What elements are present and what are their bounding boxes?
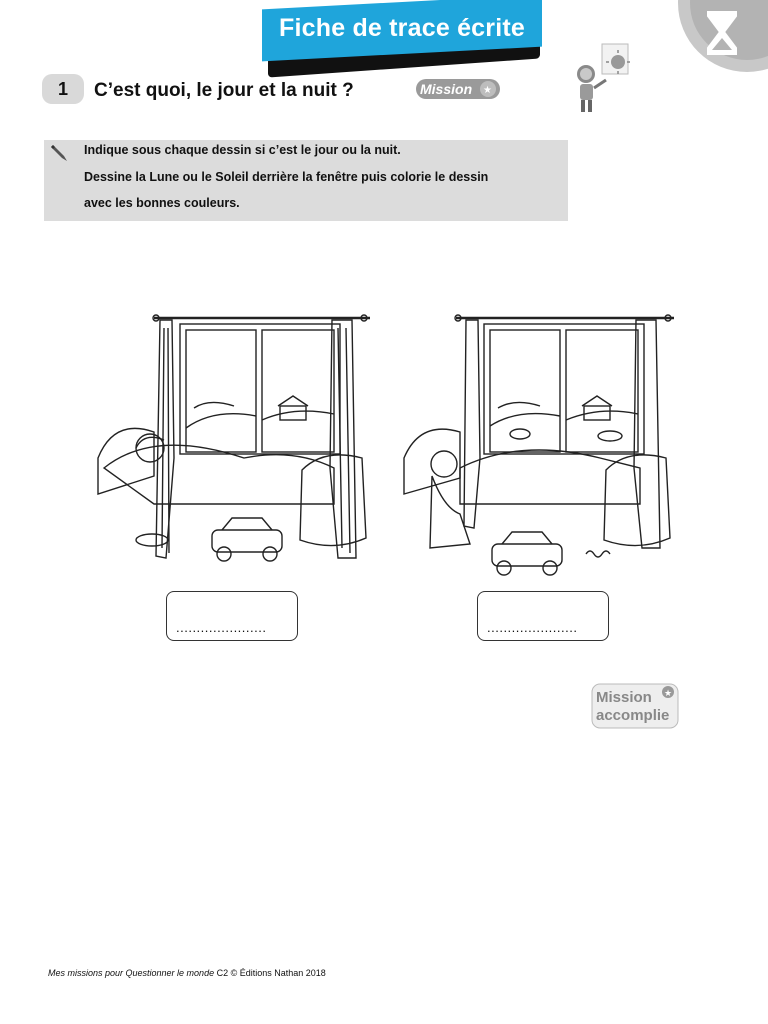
- mission-accomplie-badge: [588, 680, 682, 732]
- answer-placeholder-right: ......................: [487, 620, 578, 635]
- instruction-line-2: Dessine la Lune ou le Soleil derrière la fenêtre puis colorie le dessin: [84, 170, 489, 184]
- character-sun-icon: [568, 40, 640, 116]
- hourglass-icon: [700, 8, 744, 58]
- exercise-title: C’est quoi, le jour et la nuit ?: [94, 80, 354, 101]
- page-title: Fiche de trace écrite: [279, 13, 525, 42]
- footer-publisher: C2 © Éditions Nathan 2018: [214, 968, 326, 978]
- instruction-line-1: Indique sous chaque dessin si c’est le jour ou la nuit.: [84, 143, 401, 157]
- footer-book-title: Mes missions pour Questionner le monde: [48, 968, 215, 978]
- star-icon-small: ★: [664, 688, 673, 698]
- completion-line-2: accomplie: [596, 707, 670, 724]
- answer-placeholder-left: ......................: [176, 620, 267, 635]
- illustration-sleeping-child: [94, 308, 374, 568]
- mission-badge: [414, 76, 502, 102]
- instruction-line-3: avec les bonnes couleurs.: [84, 196, 240, 210]
- mission-badge-label: Mission: [420, 81, 473, 97]
- star-icon: ★: [483, 85, 492, 96]
- footer-credit: [48, 968, 326, 978]
- exercise-number: 1: [42, 74, 84, 104]
- completion-line-1: Mission: [596, 689, 652, 706]
- pencil-icon: [50, 142, 72, 162]
- illustration-awake-child: [400, 308, 680, 578]
